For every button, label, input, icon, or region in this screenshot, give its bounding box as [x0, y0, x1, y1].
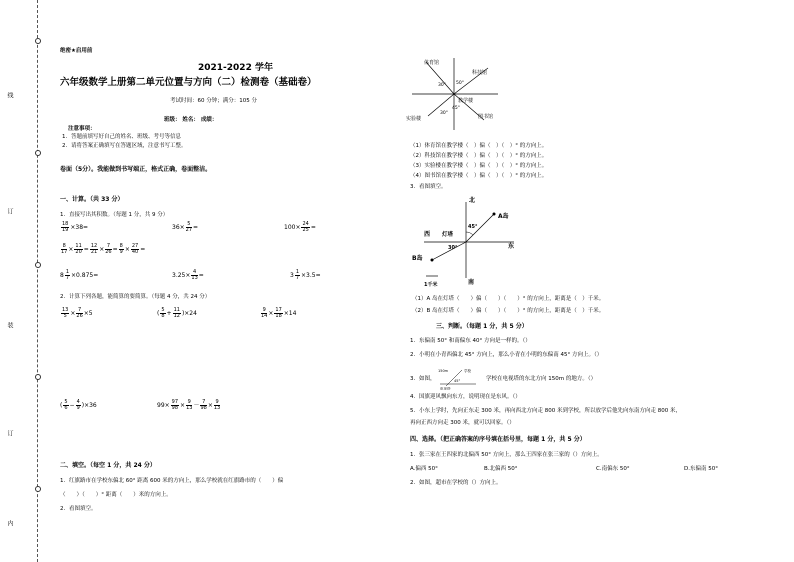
notes-title: 注意事项： — [68, 126, 96, 132]
calc-3-2: 3.25× $\frac{4}{13}$ = — [172, 269, 204, 281]
binding-hole — [35, 38, 41, 44]
binding-hole — [35, 374, 41, 380]
angle-30-lighthouse: 30° — [448, 245, 458, 251]
mini-45: 45° — [454, 379, 461, 383]
buildings-direction-diagram — [404, 54, 504, 134]
calc-1-3: 100× $\frac{24}{25}$ = — [284, 221, 316, 233]
calc-1-1: $\frac{18}{19}$ ×38= — [62, 221, 89, 233]
mini-150m: 150m — [438, 369, 449, 373]
section-1-title: 一、计算。（共 33 分） — [60, 196, 124, 203]
option-a: A.偏西 50° — [410, 466, 438, 472]
calc-3-3: 3 $\frac{1}{7}$ ×3.5= — [290, 269, 321, 281]
angle-30-a: 30° — [438, 83, 446, 88]
fill1-4: （4）图书馆在教学楼（ ）偏（ ）（ ）° 的方向上。 — [410, 173, 548, 179]
note-1: 1．答题前填写好自己的姓名、班级、考号等信息 — [62, 134, 182, 140]
sidebar-label-3: 装 — [6, 322, 13, 328]
fill1-1: （1）体育馆在教学楼（ ）偏（ ）（ ）° 的方向上。 — [410, 143, 548, 149]
section-2-q2: 2．看图填空。 — [60, 506, 97, 512]
label-library: 图书馆 — [478, 114, 494, 120]
judge-3-prefix: 3．如图， — [410, 376, 436, 382]
section-2-title: 二、填空。（每空 1 分，共 24 分） — [60, 462, 156, 469]
note-2: 2．请将答案正确填写在答题区域，注意书写工整。 — [62, 143, 187, 149]
lighthouse-diagram — [410, 196, 522, 290]
sidebar-label-5: 内 — [6, 520, 13, 526]
option-d: D.东偏南 50° — [684, 466, 718, 472]
exam-info: 考试时间：60 分钟；满分：105 分 — [170, 98, 257, 104]
label-island-a: A岛 — [498, 213, 509, 220]
judge-4: 4．国旗迎风飘向东方，说明现在是东风。（） — [410, 394, 521, 400]
page-title: 六年级数学上册第二单元位置与方向（二）检测卷（基础卷） — [60, 77, 317, 88]
label-south: 南 — [468, 279, 475, 286]
fill1-2: （2）科技馆在教学楼（ ）偏（ ）（ ）° 的方向上。 — [410, 153, 548, 159]
binding-hole — [35, 486, 41, 492]
judge-2: 2．小明在小青西偏北 45° 方向上，那么小青在小明的东偏南 45° 方向上。（） — [410, 352, 603, 358]
label-north: 北 — [469, 197, 476, 204]
section-4-title: 四、选择。（把正确答案的序号填在括号里，每题 1 分，共 5 分） — [410, 436, 586, 443]
fill2-2: （2）B 岛在灯塔（ ）偏（ ）（ ）° 的方向上，距离是（ ）千米。 — [412, 308, 605, 314]
label-lab-building: 实验楼 — [406, 116, 422, 122]
scale-label: 1千米 — [424, 282, 438, 288]
class-info: 班级： 姓名： 成绩： — [164, 117, 218, 123]
option-c: C.南偏东 50° — [596, 466, 630, 472]
expr-1: $\frac{13}{5}$ × $\frac{7}{26}$ ×5 — [62, 307, 93, 319]
neatness-note: 卷面（5分）。我能做到书写端正，格式正确，卷面整洁。 — [60, 166, 212, 173]
expr-2: ( $\frac{5}{8}$ + $\frac{11}{12}$ )×24 — [157, 307, 197, 319]
mini-tv-tower: 电视塔 — [440, 387, 451, 390]
section-2-q1-line1: 1．红旗路市在学校东偏北 60° 距离 600 米的方向上，那么学校就在红旗路市的（ ）偏 — [60, 478, 284, 484]
section-1-q2: 2．计算下列各题，能简算的要简算。（每题 4 分，共 24 分） — [60, 294, 211, 300]
judge-3: 学校在电视塔的东北方向 150m 的地方。（） — [486, 376, 597, 382]
binding-hole — [35, 262, 41, 268]
judge-5-line1: 5．小东上学时，先向正东走 300 米，再向西北方向走 800 米到学校，所以放学后他先向东南方向走 800 米， — [410, 408, 681, 414]
q3-label: 3．看图填空。 — [410, 184, 447, 190]
expr-4: ( $\frac{5}{6}$ − $\frac{4}{9}$ )×36 — [60, 399, 97, 411]
label-teaching-building: 教学楼 — [458, 98, 474, 104]
school-year: 2021-2022 学年 — [198, 63, 273, 73]
judge-1: 1．东偏南 50° 和南偏东 40° 方向是一样的。（） — [410, 338, 531, 344]
mini-school: 学校 — [464, 369, 471, 373]
angle-45: 45° — [452, 106, 460, 111]
label-east: 东 — [508, 243, 515, 250]
fill2-1: （1）A 岛在灯塔（ ）偏（ ）（ ）° 的方向上，距离是（ ）千米。 — [412, 296, 605, 302]
choice-q2: 2．如图，超市在学校的（）方向上。 — [410, 480, 502, 486]
judge-5-line2: 再向正西方向走 300 米，就可以回家。（） — [410, 420, 515, 426]
option-b: B.北偏西 50° — [484, 466, 518, 472]
binding-margin — [0, 0, 34, 562]
sidebar-label-4: 订 — [6, 430, 13, 436]
choice-q1: 1．张三家在王四家的北偏西 50° 方向上，那么王四家在张三家的（）方向上。 — [410, 452, 603, 458]
section-3-title: 三、判断。（每题 1 分，共 5 分） — [436, 323, 528, 330]
sidebar-label-2: 订 — [6, 208, 13, 214]
calc-3-1: 8 $\frac{1}{7}$ ×0.875= — [60, 269, 99, 281]
secret-label: 绝密★启用前 — [60, 48, 93, 54]
label-lighthouse: 灯塔 — [442, 232, 454, 238]
label-west: 西 — [424, 231, 431, 238]
label-science-museum: 科技馆 — [472, 70, 488, 76]
fill1-3: （3）实验楼在教学楼（ ）偏（ ）（ ）° 的方向上。 — [410, 163, 548, 169]
tv-tower-mini-diagram — [436, 364, 480, 390]
cut-line — [37, 0, 38, 562]
angle-50: 50° — [456, 81, 464, 86]
section-1-q1: 1．直接写出其积数。（每题 1 分，共 9 分） — [60, 212, 169, 218]
angle-30-b: 30° — [440, 111, 448, 116]
expr-3: $\frac{9}{14}$ × $\frac{17}{18}$ ×14 — [261, 307, 297, 319]
section-2-q1-line2: （ ）（ ）° 距离（ ）米的方向上。 — [60, 492, 172, 498]
binding-hole — [35, 150, 41, 156]
calc-row-2: $\frac{8}{17}$ × $\frac{11}{20}$ = $\frac{12}{21}$ × $\frac{7}{26}$ = $\frac{8}{9}$ × $\frac{27}{40}$ = — [61, 243, 146, 255]
calc-1-2: 36× $\frac{5}{27}$ = — [172, 221, 199, 233]
label-island-b: B岛 — [412, 255, 423, 262]
expr-5: 99× $\frac{97}{98}$ × $\frac{9}{13}$ － $\frac{7}{98}$ × $\frac{9}{13}$ — [157, 399, 221, 411]
sidebar-label-1: 线 — [6, 92, 13, 98]
label-gym: 体育馆 — [424, 60, 440, 66]
angle-45-lighthouse: 45° — [468, 224, 478, 230]
